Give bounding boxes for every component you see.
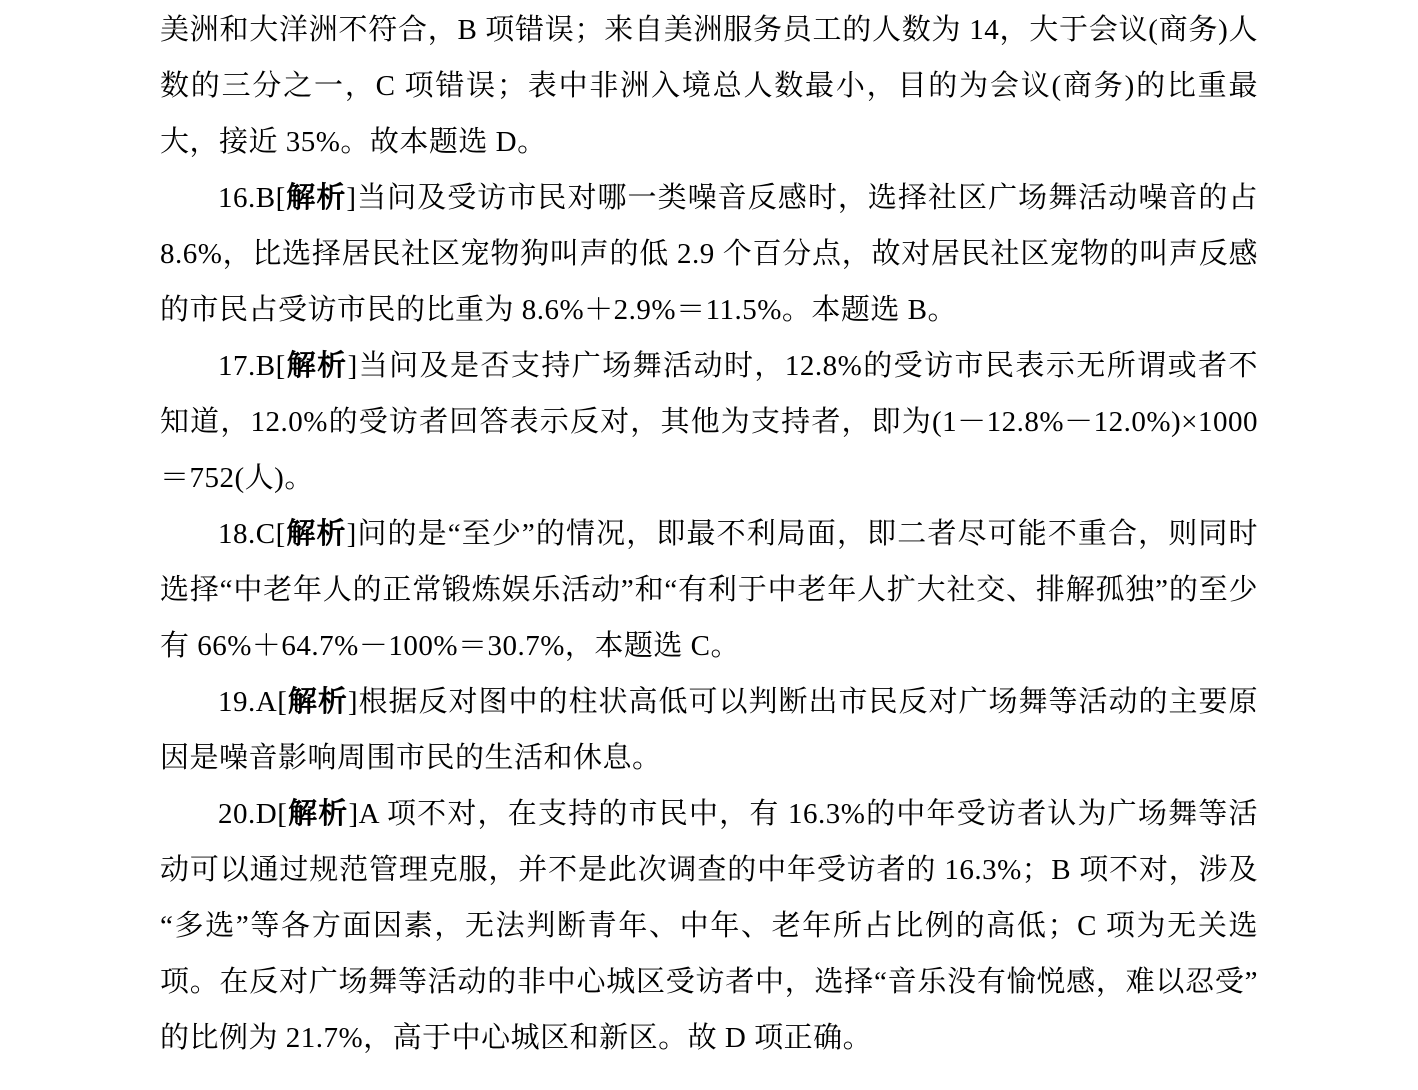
analysis-bracket-open: [ [277,686,288,718]
solution-text: 根据反对图中的柱状高低可以判断出市民反对广场舞等活动的主要原因是噪音影响周围市民的生活和休息。 [160,686,1258,774]
solution-text: A 项不对，在支持的市民中，有 16.3%的中年受访者认为广场舞等活动可以通过规范管理克服，并不是此次调查的中年受访者的 16.3%；B 项不对，涉及“多选”等各方面因素，无法判断青年、中年、老年所占比例的高低；C 项为无关选项。在反对广场舞等活动的非中心城区受访者中，选择“音乐没有愉悦感，难以忍受”的比例为 21.7%，高于中心城区和新区。故 D 项正确。 [160,798,1258,1054]
analysis-bracket-close: ] [348,798,359,830]
solution-text: 美洲和大洋洲不符合，B 项错误；来自美洲服务员工的人数为 14，大于会议(商务)人数的三分之一，C 项错误；表中非洲入境总人数最小，目的为会议(商务)的比重最大，接近 35%。故本题选 D。 [160,14,1258,158]
analysis-label: 解析 [285,518,347,550]
analysis-bracket-open: [ [275,182,286,214]
solution-text: 当问及是否支持广场舞活动时，12.8%的受访市民表示无所谓或者不知道，12.0%的受访者回答表示反对，其他为支持者，即为(1－12.8%－12.0%)×1000＝752(人)。 [160,350,1258,494]
analysis-bracket-open: [ [275,518,286,550]
question-number: 19.A [218,686,278,718]
analysis-bracket-close: ] [346,182,357,214]
question-number: 17.B [218,350,276,382]
analysis-bracket-open: [ [275,350,286,382]
solution-paragraph-17 [160,338,1258,506]
solution-text: 问的是“至少”的情况，即最不利局面，即二者尽可能不重合，则同时选择“中老年人的正常锻炼娱乐活动”和“有利于中老年人扩大社交、排解孤独”的至少有 66%＋64.7%－100%＝30.7%，本题选 C。 [160,518,1258,662]
analysis-label: 解析 [287,798,349,830]
question-number: 16.B [218,182,276,214]
question-number: 20.D [218,798,278,830]
analysis-label: 解析 [285,182,347,214]
solution-text: 当问及受访市民对哪一类噪音反感时，选择社区广场舞活动噪音的占 8.6%，比选择居民社区宠物狗叫声的低 2.9 个百分点，故对居民社区宠物的叫声反感的市民占受访市民的比重为 8.6%＋2.9%＝11.5%。本题选 B。 [160,182,1258,326]
solution-paragraph-18 [160,506,1258,674]
analysis-bracket-close: ] [346,518,357,550]
solution-paragraph-19 [160,674,1258,786]
solution-paragraph-20 [160,786,1258,1066]
analysis-label: 解析 [285,350,348,382]
analysis-bracket-open: [ [277,798,288,830]
solution-paragraph-continuation [160,2,1258,170]
analysis-bracket-close: ] [347,686,359,718]
analysis-bracket-close: ] [347,350,358,382]
solution-paragraph-16 [160,170,1258,338]
analysis-label: 解析 [287,686,348,718]
question-number: 18.C [218,518,276,550]
